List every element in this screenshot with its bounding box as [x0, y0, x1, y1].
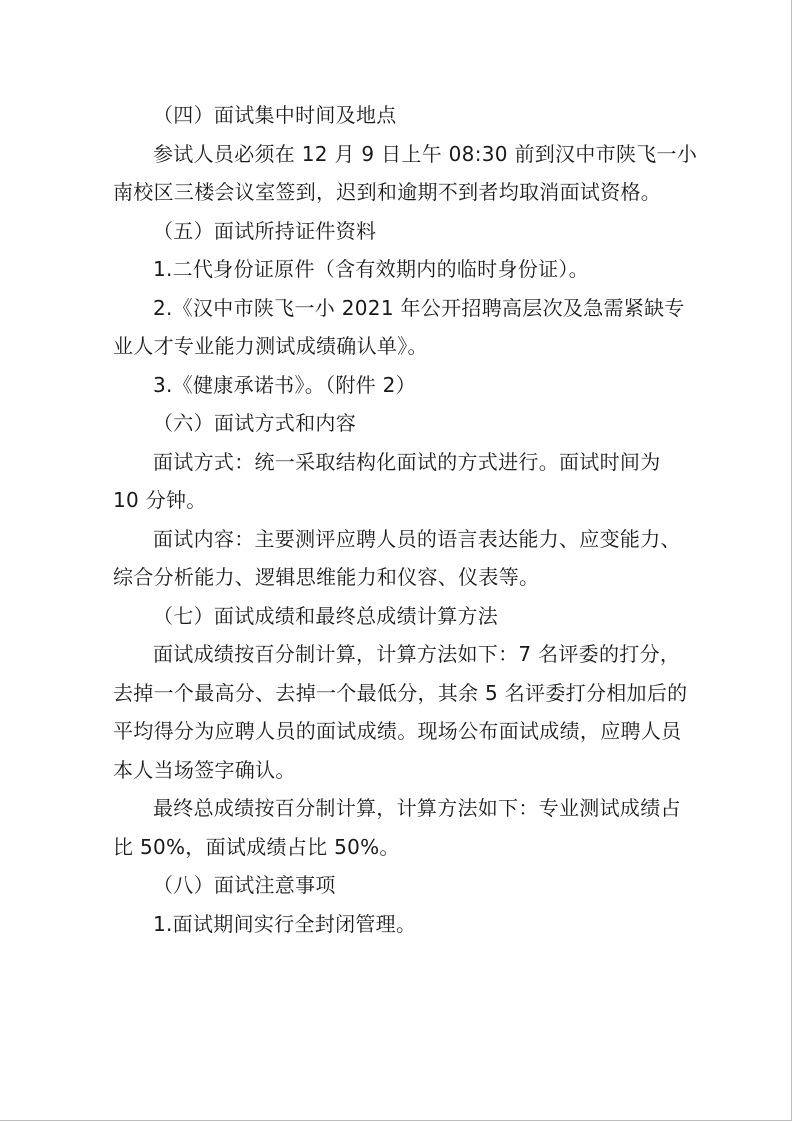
paragraph-line: 本人当场签字确认。: [113, 757, 296, 782]
paragraph-line: 1.面试期间实行全封闭管理。: [153, 911, 417, 936]
paragraph-line: 10 分钟。: [113, 488, 207, 512]
section-heading-7: （七）面试成绩和最终总成绩计算方法: [153, 603, 499, 628]
paragraph-line: 面试方式：统一采取结构化面试的方式进行。面试时间为: [153, 449, 661, 474]
paragraph-line: 南校区三楼会议室签到，迟到和逾期不到者均取消面试资格。: [113, 180, 662, 204]
section-heading-4: （四）面试集中时间及地点: [153, 103, 397, 127]
paragraph-line: 最终总成绩按百分制计算，计算方法如下：专业测试成绩占: [153, 796, 681, 820]
paragraph-line: 面试成绩按百分制计算，计算方法如下：7 名评委的打分，: [153, 642, 681, 666]
paragraph-line: 业人才专业能力测试成绩确认单》。: [113, 334, 428, 358]
document-body: [113, 96, 698, 943]
paragraph-line: 参试人员必须在 12 月 9 日上午 08:30 前到汉中市陕飞一小: [153, 141, 698, 166]
section-heading-5: （五）面试所持证件资料: [153, 218, 377, 243]
paragraph-line: 平均得分为应聘人员的面试成绩。现场公布面试成绩，应聘人员: [113, 719, 682, 743]
paragraph-line: 1.二代身份证原件（含有效期内的临时身份证）。: [153, 257, 589, 281]
paragraph-line: 3.《健康承诺书》。（附件 2）: [153, 372, 416, 397]
paragraph-line: 比 50%，面试成绩占比 50%。: [113, 834, 400, 859]
paragraph-line: 面试内容：主要测评应聘人员的语言表达能力、应变能力、: [153, 526, 681, 551]
paragraph-line: 去掉一个最高分、去掉一个最低分，其余 5 名评委打分相加后的: [113, 680, 688, 705]
paragraph-line: 2.《汉中市陕飞一小 2021 年公开招聘高层次及急需紧缺专: [153, 295, 685, 320]
paragraph-line: 综合分析能力、逻辑思维能力和仪容、仪表等。: [113, 565, 540, 589]
section-heading-8: （八）面试注意事项: [153, 873, 336, 897]
section-heading-6: （六）面试方式和内容: [153, 411, 356, 435]
